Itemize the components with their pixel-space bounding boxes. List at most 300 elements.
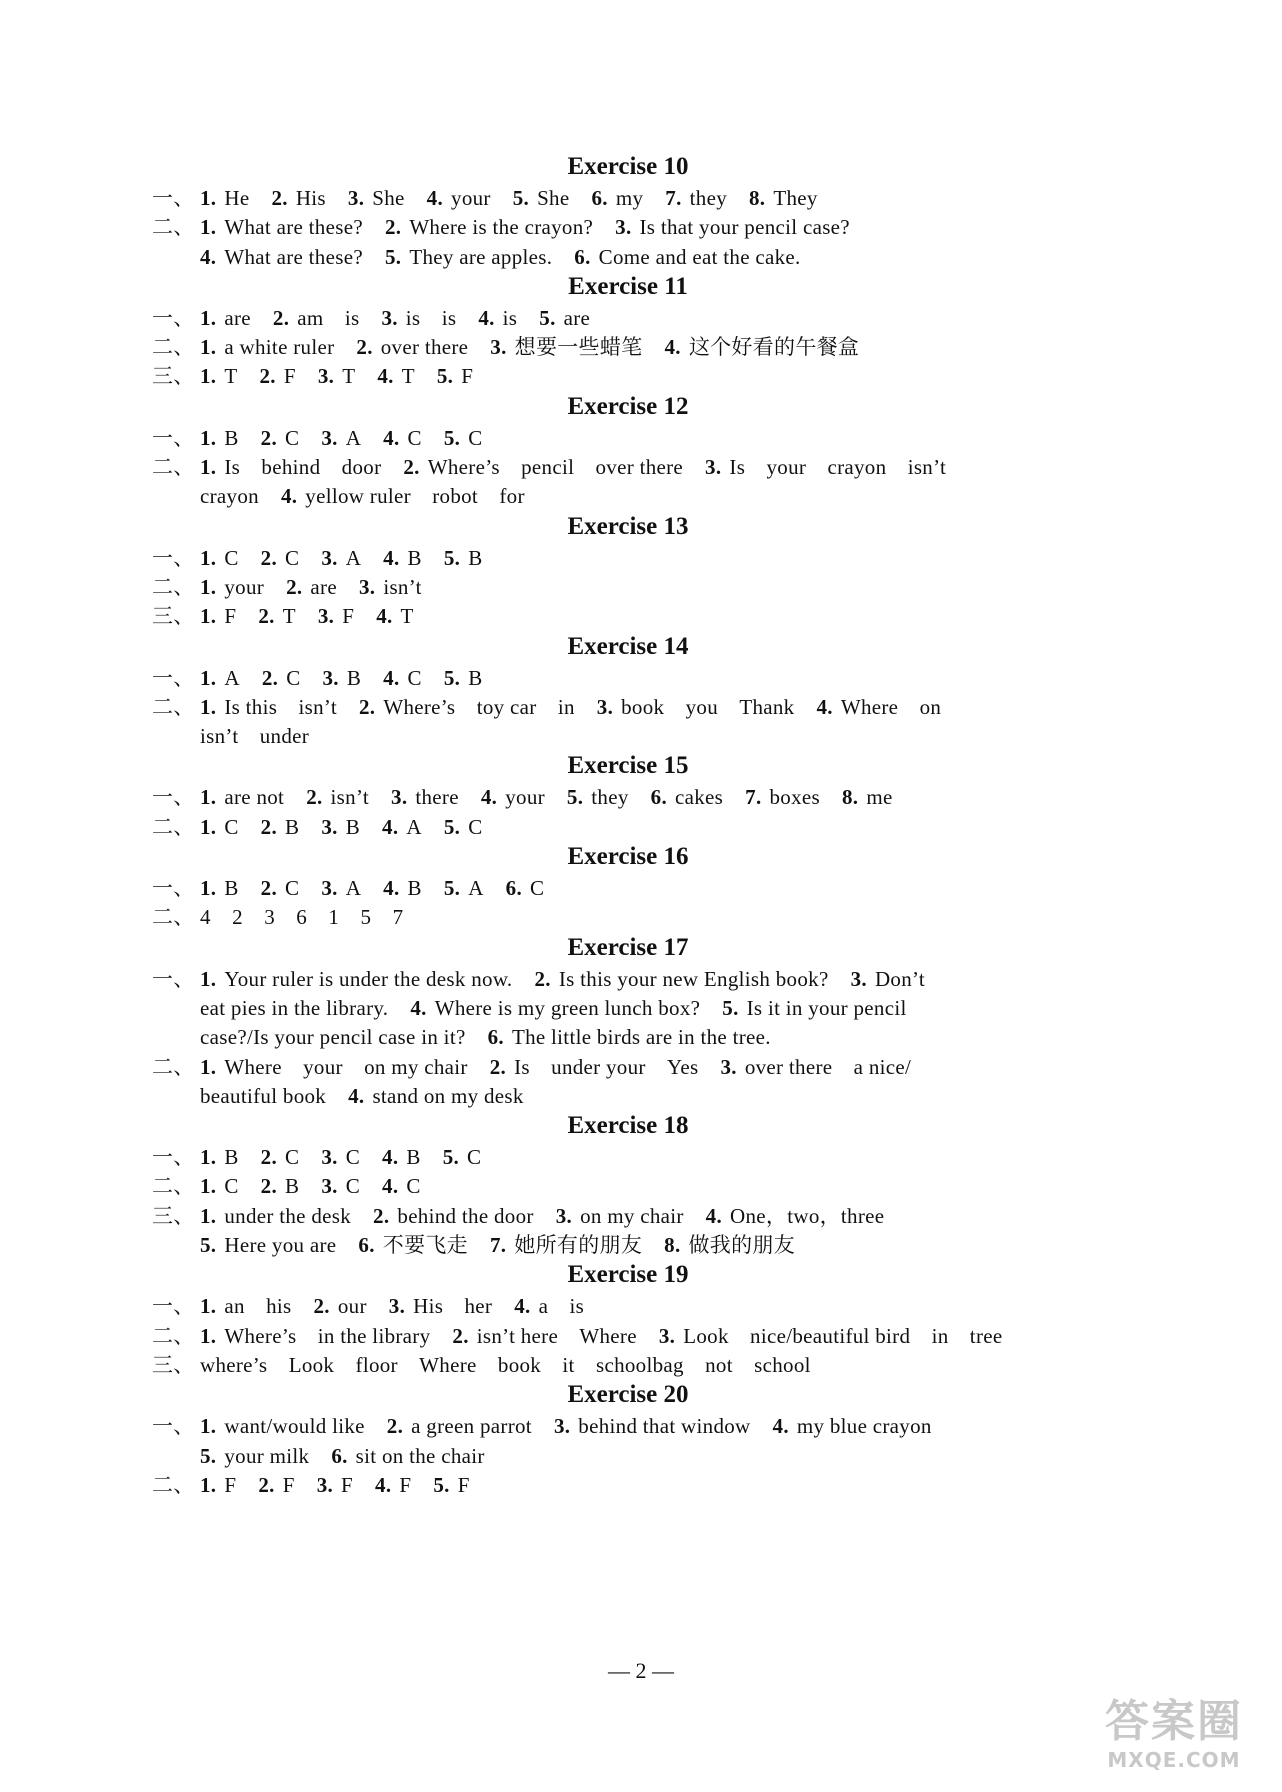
answer-line — [152, 1143, 1104, 1172]
answer-item — [851, 967, 925, 991]
answer-text: they — [689, 186, 727, 210]
question-number: 7. — [745, 785, 762, 810]
answer-text: C — [406, 1174, 421, 1199]
question-number: 2. — [358, 694, 376, 719]
section-marker: 二、 — [152, 1472, 195, 1497]
answer-line — [152, 1292, 1104, 1321]
answer-text: C — [285, 425, 300, 450]
answer-item — [261, 1145, 300, 1169]
answer-text: beautiful book — [200, 1083, 327, 1108]
answer-item — [444, 876, 484, 900]
answer-item — [377, 364, 415, 388]
answer-text: They — [773, 186, 818, 210]
question-number: 1. — [200, 785, 217, 810]
answer-text: are not — [224, 785, 285, 810]
question-number: 3. — [381, 305, 398, 330]
exercise-section — [152, 272, 1104, 392]
question-number: 5. — [200, 1443, 217, 1468]
question-number: 6. — [487, 1025, 504, 1050]
answer-text: C — [407, 425, 422, 450]
question-number: 4. — [382, 1145, 399, 1170]
question-number: 2. — [489, 1054, 507, 1079]
watermark-text: 答案圈 — [1105, 1696, 1243, 1747]
question-number: 2. — [260, 425, 278, 450]
answer-line — [152, 213, 1104, 242]
question-number: 2. — [306, 785, 323, 810]
answer-item — [506, 876, 545, 900]
answer-item — [376, 604, 414, 628]
answer-line — [152, 783, 1104, 812]
answer-item — [722, 996, 906, 1020]
exercise-title: Exercise 18 — [567, 1112, 689, 1140]
question-number: 2. — [259, 364, 276, 389]
answer-item — [554, 1414, 751, 1438]
answer-item — [200, 1174, 239, 1198]
answer-item — [200, 306, 251, 330]
answer-item — [659, 1324, 1003, 1348]
answer-text: What are these? — [224, 244, 363, 269]
answer-item — [200, 245, 363, 269]
question-number: 2. — [356, 335, 373, 360]
answer-text: B — [224, 1145, 239, 1170]
answer-line — [152, 813, 1104, 842]
answer-item — [200, 1084, 326, 1108]
answer-item — [321, 876, 361, 900]
answer-text: Is behind door — [224, 455, 382, 480]
answer-text: 不要飞走 — [382, 1233, 468, 1258]
question-number: 5. — [443, 545, 461, 570]
answer-item — [271, 186, 325, 210]
question-number: 1. — [200, 1294, 217, 1319]
question-number: 1. — [200, 1174, 217, 1199]
question-number: 1. — [200, 1414, 217, 1439]
answer-text: He — [224, 186, 250, 210]
question-number: 3. — [321, 814, 338, 839]
question-number: 2. — [271, 186, 288, 210]
question-number: 5. — [566, 785, 584, 810]
answer-text: A — [345, 876, 362, 901]
answer-text: F — [283, 364, 296, 389]
section-marker: 三、 — [152, 1203, 195, 1228]
answer-text: behind that window — [578, 1414, 751, 1439]
section-marker: 一、 — [152, 1414, 195, 1439]
answer-item — [200, 785, 284, 809]
question-number: 5. — [433, 1472, 450, 1497]
answer-line — [152, 362, 1104, 391]
answer-item — [706, 1204, 885, 1228]
answer-item — [286, 575, 337, 599]
answer-text: 这个好看的午餐盒 — [688, 335, 860, 360]
question-number: 1. — [200, 545, 217, 570]
answer-line — [152, 722, 1104, 751]
answer-item — [816, 695, 941, 719]
answer-line — [152, 693, 1104, 722]
answer-text: isn’t here Where — [476, 1323, 637, 1348]
question-number: 1. — [200, 1203, 217, 1228]
question-number: 4. — [375, 1472, 392, 1497]
question-number: 3. — [322, 665, 339, 690]
answer-item — [444, 666, 483, 690]
answer-line — [152, 424, 1104, 453]
answer-item — [513, 186, 570, 210]
question-number: 4. — [383, 425, 400, 450]
question-number: 1. — [200, 694, 217, 719]
answer-text: C — [468, 425, 483, 450]
answer-text: yellow ruler robot for — [305, 484, 525, 509]
answer-item — [749, 186, 818, 210]
answer-item — [373, 1204, 534, 1228]
exercise-section — [152, 152, 1104, 272]
answer-text: Is this isn’t — [224, 694, 337, 719]
answer-text: A — [406, 814, 422, 839]
answer-item — [261, 546, 300, 570]
question-number: 3. — [555, 1203, 573, 1228]
answer-item — [200, 1204, 351, 1228]
answer-item — [200, 996, 388, 1020]
answer-text: F — [457, 1472, 470, 1497]
question-number: 2. — [258, 604, 275, 629]
section-marker: 一、 — [152, 186, 195, 210]
answer-text: 做我的朋友 — [688, 1233, 795, 1258]
answer-item — [478, 306, 517, 330]
question-number: 3. — [347, 186, 365, 210]
answer-item — [383, 426, 422, 450]
answer-item — [651, 785, 724, 809]
answer-item — [200, 484, 259, 508]
answer-text: a is — [538, 1294, 585, 1319]
question-number: 4. — [382, 1174, 399, 1199]
question-number: 2. — [260, 876, 278, 901]
question-number: 3. — [321, 425, 338, 450]
answer-line — [152, 1351, 1104, 1380]
answer-text: F — [341, 1472, 354, 1497]
question-number: 3. — [658, 1323, 676, 1348]
answer-text: there — [415, 785, 459, 810]
answer-text: Your ruler is under the desk now. — [224, 966, 513, 991]
answer-text: They are apples. — [409, 244, 553, 269]
section-marker: 三、 — [152, 1352, 195, 1377]
answer-item — [452, 1324, 636, 1348]
answer-text: Is this your new English book? — [558, 966, 829, 991]
question-number: 3. — [490, 335, 507, 360]
question-number: 2. — [260, 814, 278, 839]
exercise-section — [152, 842, 1104, 933]
answer-item — [321, 1145, 360, 1169]
answer-text: are — [310, 574, 337, 599]
answer-line — [152, 333, 1104, 362]
answer-text: want/would like — [224, 1414, 365, 1439]
question-number: 4. — [426, 186, 444, 210]
question-number: 1. — [200, 876, 217, 901]
section-marker: 二、 — [152, 814, 195, 839]
question-number: 3. — [720, 1054, 737, 1079]
answer-item — [410, 996, 700, 1020]
answer-item — [200, 575, 264, 599]
answer-text: is — [502, 305, 518, 330]
answer-item — [490, 1055, 699, 1079]
answer-text: B — [407, 876, 422, 901]
question-number: 1. — [200, 604, 217, 629]
answer-item — [615, 215, 850, 239]
question-number: 7. — [665, 186, 682, 210]
question-number: 2. — [452, 1323, 469, 1348]
answer-item — [200, 364, 238, 388]
exercise-section — [152, 392, 1104, 512]
answer-text: am is — [297, 305, 360, 330]
question-number: 4. — [480, 785, 498, 810]
page-number: — 2 — — [608, 1658, 674, 1683]
answer-item — [200, 876, 239, 900]
answer-text: an his — [224, 1294, 292, 1319]
answer-text: C — [224, 545, 239, 570]
question-number: 5. — [443, 814, 461, 839]
section-marker: 二、 — [152, 574, 195, 599]
answer-item — [433, 1473, 469, 1497]
answer-text: over there — [380, 335, 469, 360]
question-number: 5. — [443, 425, 461, 450]
answer-line — [152, 1172, 1104, 1201]
answer-item — [389, 1294, 492, 1318]
answer-item — [842, 785, 893, 809]
answer-text: F — [224, 1472, 237, 1497]
answer-item — [258, 604, 296, 628]
answer-text: Where your on my chair — [224, 1054, 468, 1079]
section-marker: 二、 — [152, 1323, 195, 1348]
question-number: 3. — [321, 545, 338, 570]
exercise-section — [152, 1380, 1104, 1500]
question-number: 1. — [200, 665, 217, 690]
question-number: 1. — [200, 364, 217, 389]
question-number: 4. — [410, 995, 427, 1020]
question-number: 5. — [200, 1233, 217, 1258]
section-marker: 一、 — [152, 1145, 195, 1170]
question-number: 2. — [373, 1203, 390, 1228]
answer-item — [314, 1294, 367, 1318]
answer-item — [321, 426, 361, 450]
answer-item — [321, 1174, 360, 1198]
answer-line — [152, 994, 1104, 1023]
answer-text: A — [345, 545, 362, 570]
exercise-title: Exercise 16 — [567, 843, 689, 871]
question-number: 1. — [200, 186, 217, 210]
question-number: 4. — [383, 665, 400, 690]
answer-text: T — [224, 364, 238, 389]
answer-text: C — [530, 876, 545, 901]
answer-item — [382, 1174, 421, 1198]
exercise-section — [152, 933, 1104, 1111]
question-number: 5. — [436, 364, 454, 389]
answer-line — [152, 1202, 1104, 1231]
answer-item — [258, 1473, 294, 1497]
question-number: 2. — [403, 455, 420, 480]
answer-text: under the desk — [224, 1203, 352, 1228]
answer-text: B — [406, 1145, 421, 1170]
answer-line — [152, 184, 1104, 213]
exercise-title: Exercise 13 — [567, 512, 689, 540]
answer-item — [391, 785, 459, 809]
section-marker: 二、 — [152, 215, 195, 240]
answer-line — [152, 1412, 1104, 1441]
answer-text: crayon — [200, 484, 259, 509]
question-number: 2. — [386, 1414, 404, 1439]
question-number: 1. — [200, 215, 217, 240]
question-number: 4. — [664, 335, 681, 360]
answer-item — [200, 426, 239, 450]
answer-item — [348, 186, 405, 210]
answer-text: stand on my desk — [372, 1083, 524, 1108]
answer-item — [664, 335, 859, 359]
answer-text: C — [286, 665, 301, 690]
question-number: 6. — [358, 1233, 375, 1258]
answer-item — [200, 186, 249, 210]
exercise-title: Exercise 11 — [568, 272, 688, 300]
question-number: 3. — [850, 966, 867, 991]
answer-text: His — [295, 186, 326, 210]
answer-text: Come and eat the cake. — [598, 244, 801, 269]
answer-item — [664, 1233, 795, 1257]
answer-item — [574, 245, 800, 269]
answer-item — [385, 215, 593, 239]
answer-text: your — [505, 785, 545, 810]
section-marker: 一、 — [152, 305, 195, 330]
answer-text: 她所有的朋友 — [514, 1233, 643, 1258]
answer-text: B — [224, 425, 239, 450]
question-number: 1. — [200, 814, 217, 839]
question-number: 3. — [596, 694, 614, 719]
answer-item — [490, 1233, 642, 1257]
question-number: 4. — [514, 1294, 531, 1319]
answer-text: case?/Is your pencil case in it? — [200, 1025, 466, 1050]
answer-item — [665, 186, 727, 210]
answer-text: our — [337, 1294, 367, 1319]
answer-text: C — [285, 545, 300, 570]
exercise-title: Exercise 12 — [567, 392, 689, 420]
exercise-title: Exercise 19 — [567, 1261, 689, 1289]
answer-line — [152, 965, 1104, 994]
answer-item — [261, 876, 300, 900]
question-number: 1. — [200, 1323, 217, 1348]
answer-item — [437, 364, 473, 388]
question-number: 6. — [574, 244, 591, 269]
question-number: 4. — [200, 244, 217, 269]
answer-text: F — [282, 1472, 295, 1497]
answer-item — [200, 724, 309, 748]
question-number: 5. — [384, 244, 402, 269]
question-number: 4. — [280, 484, 298, 509]
answer-line — [152, 573, 1104, 602]
answer-item — [383, 546, 422, 570]
section-marker: 一、 — [152, 1294, 195, 1319]
answer-line — [152, 1231, 1104, 1260]
answer-line — [152, 874, 1104, 903]
answer-item — [200, 905, 403, 929]
answer-item — [200, 215, 363, 239]
question-number: 3. — [316, 1472, 334, 1497]
question-number: 3. — [321, 876, 338, 901]
answer-text: Don’t — [874, 966, 926, 991]
answer-text: B — [468, 545, 483, 570]
answer-line — [152, 1053, 1104, 1082]
question-number: 5. — [443, 876, 461, 901]
answer-content — [152, 152, 1104, 1500]
answer-text: C — [407, 665, 422, 690]
question-number: 5. — [443, 665, 461, 690]
answer-text: C — [224, 1174, 239, 1199]
answer-text: Is it in your pencil — [746, 995, 907, 1020]
answer-text: B — [285, 1174, 300, 1199]
answer-text: isn’t — [330, 785, 370, 810]
answer-item — [773, 1414, 932, 1438]
question-number: 4. — [705, 1203, 723, 1228]
exercise-title: Exercise 15 — [567, 752, 689, 780]
answer-text: F — [224, 604, 237, 629]
answer-text: Where is the crayon? — [409, 215, 594, 240]
answer-text: 想要一些蜡笔 — [514, 335, 643, 360]
question-number: 2. — [313, 1294, 330, 1319]
question-number: 8. — [842, 785, 859, 810]
question-number: 4. — [377, 364, 394, 389]
answer-item — [200, 1055, 468, 1079]
answer-line — [152, 1442, 1104, 1471]
answer-item — [200, 1145, 239, 1169]
question-number: 4. — [383, 545, 400, 570]
answer-text: She — [537, 186, 570, 210]
answer-text: T — [342, 364, 356, 389]
question-number: 4. — [478, 305, 495, 330]
answer-text: over there a nice/ — [744, 1054, 912, 1079]
answer-item — [261, 426, 300, 450]
section-marker: 二、 — [152, 905, 195, 930]
answer-item — [382, 1145, 421, 1169]
answer-item — [375, 1473, 411, 1497]
answer-item — [427, 186, 491, 210]
question-number: 1. — [200, 425, 217, 450]
answer-item — [705, 455, 946, 479]
answer-item — [200, 1025, 466, 1049]
question-number: 4. — [348, 1083, 365, 1108]
answer-text: A — [224, 665, 240, 690]
answer-text: C — [285, 876, 300, 901]
watermark-url: MXQE.COM — [1107, 1748, 1241, 1772]
answer-item — [444, 426, 483, 450]
question-number: 2. — [260, 1145, 278, 1170]
answer-text: Look nice/beautiful bird in tree — [683, 1323, 1003, 1348]
answer-item — [356, 335, 468, 359]
answer-text: T — [401, 364, 415, 389]
answer-item — [490, 335, 642, 359]
answer-item — [318, 364, 356, 388]
exercise-title: Exercise 10 — [567, 153, 689, 180]
answer-item — [200, 455, 381, 479]
answer-item — [443, 1145, 482, 1169]
question-number: 1. — [200, 966, 217, 991]
answer-line — [152, 304, 1104, 333]
answer-item — [358, 1233, 468, 1257]
answer-text: my blue crayon — [796, 1414, 932, 1439]
answer-text: where’s Look floor Where book it schoolbag not school — [200, 1352, 811, 1377]
question-number: 5. — [539, 305, 556, 330]
answer-item — [321, 546, 361, 570]
answer-item — [318, 604, 354, 628]
question-number: 3. — [391, 785, 408, 810]
question-number: 7. — [489, 1233, 507, 1258]
answer-item — [403, 455, 683, 479]
question-number: 6. — [505, 876, 523, 901]
answer-item — [200, 604, 236, 628]
answer-text: T — [400, 604, 414, 629]
answer-item — [348, 1084, 524, 1108]
answer-item — [200, 1324, 430, 1348]
